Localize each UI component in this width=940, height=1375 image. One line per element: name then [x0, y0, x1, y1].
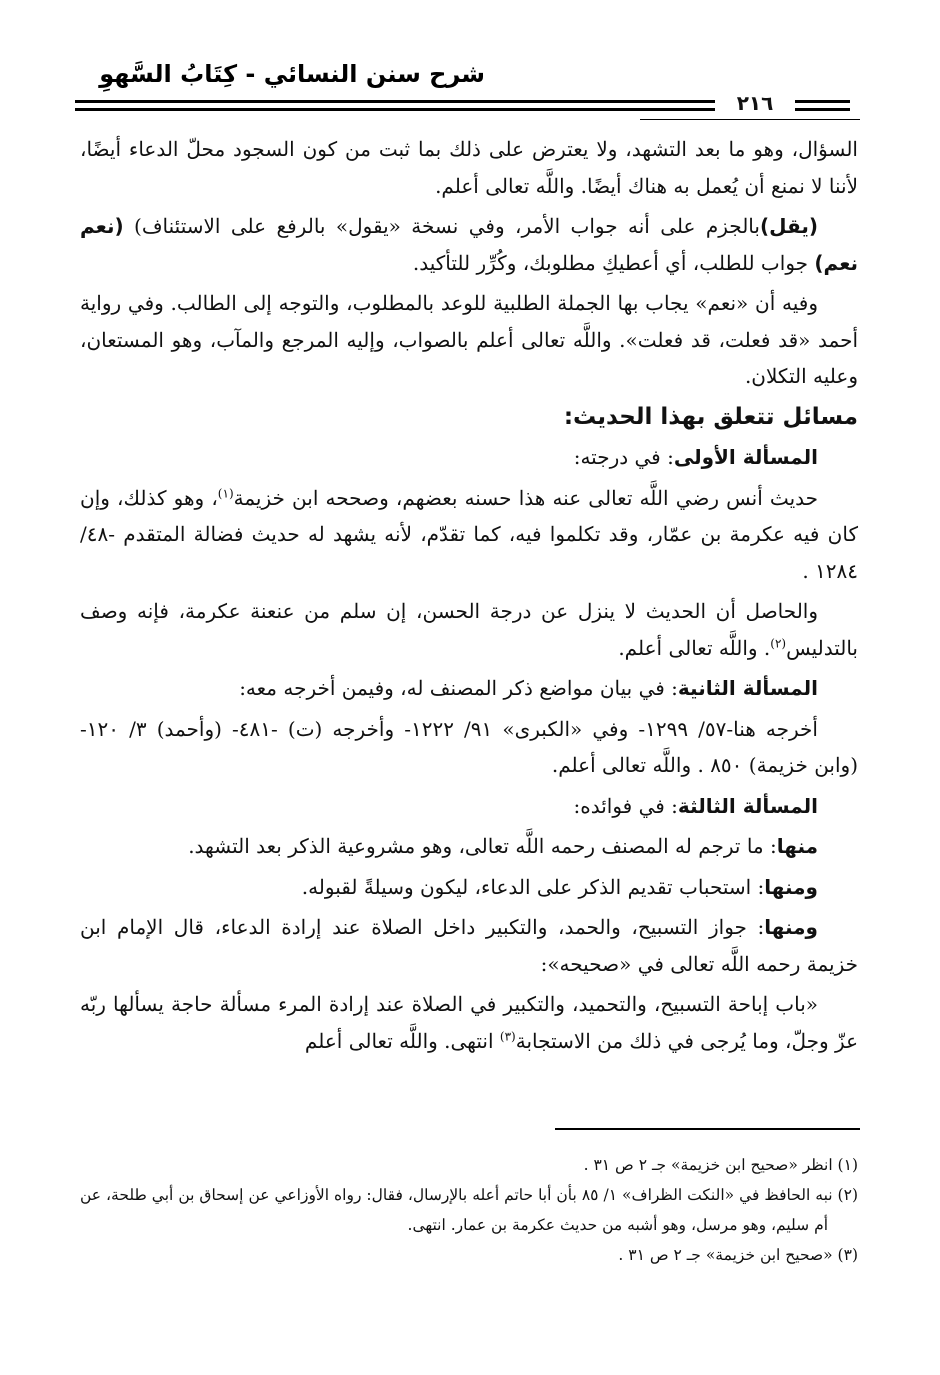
paragraph-1: السؤال، وهو ما بعد التشهد، ولا يعترض على ذلك بما ثبت من كون السجود محلّ الدعاء أيضًا، لأننا لا نمنع أن يُعمل به هناك أيضًا. واللَّه تعالى أعلم. — [80, 137, 858, 198]
question-1-paragraph-2 — [80, 593, 858, 666]
term-naam: (نعم نعم) — [80, 214, 858, 275]
question-3-title: : في فوائده: — [573, 793, 678, 818]
paragraph-2 — [80, 208, 858, 281]
benefit-item-2 — [80, 869, 858, 906]
question-1-heading — [80, 439, 858, 476]
question-1-text-a: حديث أنس رضي اللَّه تعالى عنه هذا حسنه بعضهم، وصححه ابن خزيمة — [233, 485, 819, 510]
question-1-title: : في درجته: — [573, 445, 674, 469]
question-2-paragraph: أخرجه هنا-٥٧/ ١٢٩٩- وفي «الكبرى» ٩١/ ١٢٢٢- وأخرجه (ت) -٤٨١- (وأحمد) ٣/ ١٢٠- (وابن خزيمة) ٨٥٠ . واللَّه تعالى أعلم. — [80, 716, 858, 777]
question-1-text-d: . واللَّه تعالى أعلم. — [618, 635, 771, 660]
paragraph-3: وفيه أن «نعم» يجاب بها الجملة الطلبية للوعد بالمطلوب، والتوجه إلى الطالب. وفي رواية أحمد «قد فعلت، قد فعلت». واللَّه تعالى أعلم بالصواب، وإليه المرجع والمآب، وهو المستعان، وعليه التكلان. — [80, 291, 858, 388]
quote-text-a: «باب إباحة التسبيح، والتحميد، والتكبير في الصلاة عند إرادة المرء مسألة حاجة يسألها ربّه عزّ وجلّ، وما يُرجى في ذلك من الاستجابة — [80, 992, 858, 1053]
footnotes — [80, 1150, 858, 1270]
section-heading: مسائل تتعلق بهذا الحديث: — [563, 403, 858, 430]
question-1-text-b: ، وهو كذلك، وإن كان فيه عكرمة بن عمّار، وقد تكلموا فيه، كما تقدّم، لأنه يشهد له حديث فضالة المتقدم -٤٨/ ١٢٨٤ . — [80, 485, 858, 583]
question-2-title: : في بيان مواضع ذكر المصنف له، وفيمن أخرجه معه: — [239, 676, 678, 700]
footnote-ref-2[interactable]: (٢) — [770, 635, 787, 650]
question-3-heading — [80, 788, 858, 825]
page-number-box — [715, 91, 795, 115]
question-1-text-c: والحاصل أن الحديث لا ينزل عن درجة الحسن، إن سلم من عنعنة عكرمة، فإنه وصف بالتدليس — [80, 599, 858, 660]
quote-paragraph — [80, 986, 858, 1059]
question-2-label: المسألة الثانية — [677, 676, 818, 700]
body-text — [80, 131, 858, 1063]
benefit-label: ومنها — [764, 915, 818, 939]
benefit-item-1 — [80, 828, 858, 865]
paragraph-2-text-b: جواب للطلب، أي أعطيكِ مطلوبك، وكُرِّر للتأكيد. — [412, 250, 815, 275]
footnote-3: (٣) «صحيح ابن خزيمة» جـ ٢ ص ٣١ . — [618, 1246, 858, 1264]
benefit-label: منها — [776, 834, 818, 858]
question-3-label: المسألة الثالثة — [677, 793, 818, 818]
question-2-heading — [80, 670, 858, 707]
benefit-item-3 — [80, 909, 858, 982]
benefit-label: ومنها — [764, 874, 818, 899]
page-number: ٢١٦ — [736, 91, 774, 115]
footnote-ref-3[interactable]: (٣) — [499, 1028, 516, 1043]
quote-text-b: انتهى. واللَّه تعالى أعلم — [304, 1028, 500, 1053]
question-1-paragraph-1 — [80, 480, 858, 590]
question-1-label: المسألة الأولى — [673, 445, 818, 469]
benefit-text: : ما ترجم له المصنف رحمه اللَّه تعالى، وهو مشروعية الذكر بعد التشهد. — [188, 834, 777, 858]
header-rule-thin — [640, 119, 860, 120]
footnote-separator — [555, 1128, 860, 1130]
paragraph-2-text-a: بالجزم على أنه جواب الأمر، وفي نسخة «يقول» بالرفع على الاستئناف) — [123, 214, 760, 238]
footnote-1: (١) انظر «صحيح ابن خزيمة» جـ ٢ ص ٣١ . — [583, 1156, 858, 1174]
footnote-2: (٢) نبه الحافظ في «النكت الظراف» ١/ ٨٥ بأن أبا حاتم أعله بالإرسال، فقال: رواه الأوزاعي عن إسحاق بن أبي طلحة، عن أم سليم، وهو مرسل، وهو أشبه من حديث عكرمة بن عمار. انتهى. — [80, 1186, 858, 1234]
footnote-ref-1[interactable]: (١) — [217, 485, 234, 500]
term-yaqul: (يقل) — [759, 214, 818, 238]
benefit-text: : استحباب تقديم الذكر على الدعاء، ليكون وسيلةً لقبوله. — [301, 874, 765, 899]
benefit-text: : جواز التسبيح، والحمد، والتكبير داخل الصلاة عند إرادة الدعاء، قال الإمام ابن خزيمة رحمه اللَّه تعالى في «صحيحه»: — [80, 915, 858, 976]
running-title: شرح سنن النسائي - كِتَابُ السَّهوِ — [99, 60, 485, 88]
